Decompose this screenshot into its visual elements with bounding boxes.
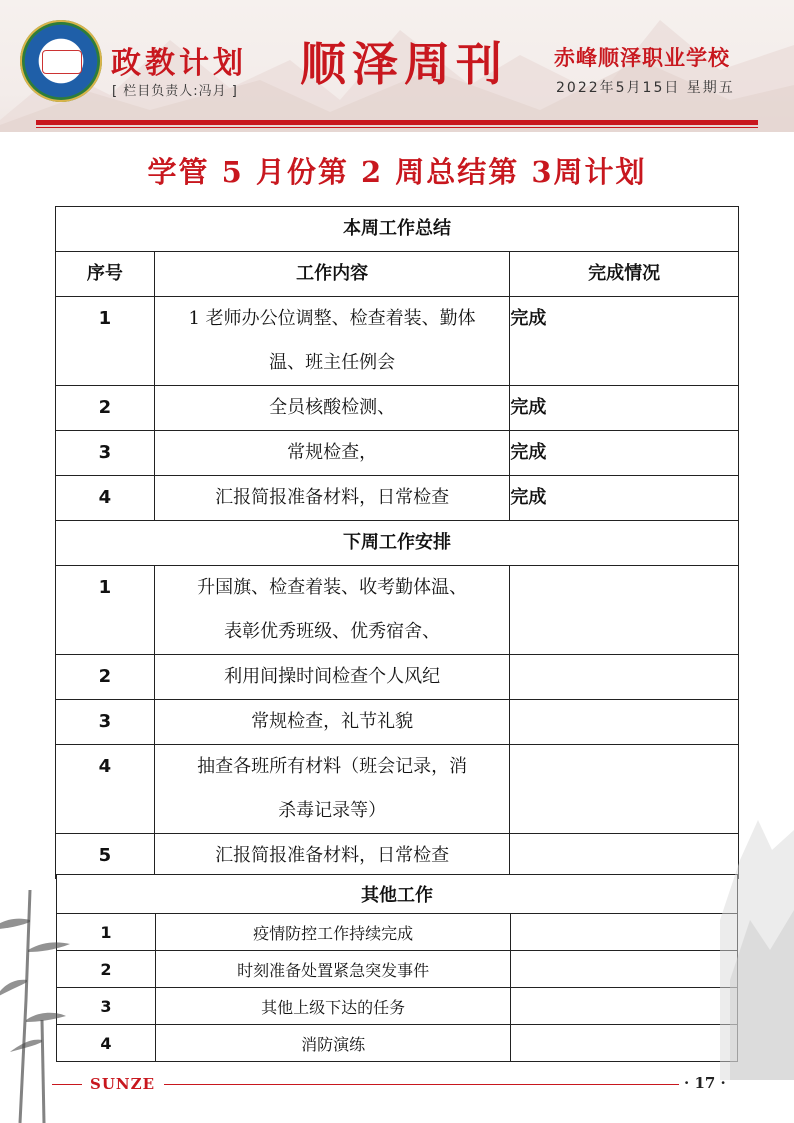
row-content: 常规检查，礼节礼貌 — [154, 700, 509, 745]
issue-date: 2022年5月15日 星期五 — [556, 80, 735, 96]
plan-section-title: 下周工作安排 — [56, 521, 739, 566]
row-no: 3 — [56, 431, 155, 476]
row-no: 4 — [57, 1025, 156, 1062]
page-header — [0, 0, 794, 132]
row-content — [154, 566, 509, 655]
row-status — [510, 700, 739, 745]
row-status — [510, 566, 739, 655]
row-status — [511, 988, 738, 1025]
row-content — [154, 297, 509, 386]
row-status — [510, 655, 739, 700]
other-work-table — [56, 874, 738, 1062]
row-content: 常规检查， — [154, 431, 509, 476]
page-number: · 17 · — [684, 1074, 726, 1092]
table-row — [56, 566, 739, 655]
school-logo — [20, 20, 102, 102]
row-no: 1 — [56, 566, 155, 655]
row-content-line: 1 老师办公位调整、检查着装、勤体 — [188, 308, 476, 329]
row-content — [154, 745, 509, 834]
table-header-row — [56, 252, 739, 297]
table-row — [57, 875, 738, 914]
table-row — [56, 521, 739, 566]
row-no: 3 — [56, 700, 155, 745]
table-row — [56, 745, 739, 834]
row-content-line: 杀毒记录等） — [278, 800, 387, 821]
footer-rule-left — [52, 1084, 82, 1085]
table-row — [56, 207, 739, 252]
row-content-line: 温、班主任例会 — [269, 352, 396, 373]
magazine-brand: 顺泽周刊 — [300, 37, 508, 91]
column-editor: [ 栏目负责人:冯月 ] — [112, 84, 238, 99]
table-row — [56, 834, 739, 879]
row-status — [510, 745, 739, 834]
table-row — [57, 1025, 738, 1062]
row-status: 完成 — [510, 297, 739, 386]
table-row — [56, 700, 739, 745]
table-row — [57, 988, 738, 1025]
summary-section-title: 本周工作总结 — [56, 207, 739, 252]
bamboo-decoration — [0, 880, 70, 1123]
row-no: 2 — [56, 386, 155, 431]
row-content: 消防演练 — [155, 1025, 510, 1062]
row-content-line: 表彰优秀班级、优秀宿舍、 — [224, 621, 441, 642]
row-content-line: 升国旗、检查着装、收考勤体温、 — [197, 577, 468, 598]
row-content: 汇报简报准备材料，日常检查 — [154, 476, 509, 521]
table-row — [57, 951, 738, 988]
mountain-decoration — [720, 800, 794, 1080]
document-title: 学管 5 月份第 2 周总结第 3周计划 — [147, 155, 647, 189]
row-content: 疫情防控工作持续完成 — [155, 914, 510, 951]
column-title: 政教计划 — [111, 46, 247, 81]
row-content: 汇报简报准备材料，日常检查 — [154, 834, 509, 879]
table-row — [56, 655, 739, 700]
row-content-line: 抽查各班所有材料（班会记录，消 — [197, 756, 468, 777]
row-no: 1 — [56, 297, 155, 386]
footer-rule — [164, 1084, 679, 1085]
row-status — [511, 1025, 738, 1062]
header-rule-thin — [36, 127, 758, 128]
header-content: 工作内容 — [154, 252, 509, 297]
row-status — [511, 951, 738, 988]
other-section-title: 其他工作 — [57, 875, 738, 914]
row-no: 4 — [56, 476, 155, 521]
school-logo-plate — [42, 50, 82, 74]
table-row — [56, 297, 739, 386]
table-row — [56, 476, 739, 521]
table-row — [57, 914, 738, 951]
row-no: 3 — [57, 988, 156, 1025]
row-content: 全员核酸检测、 — [154, 386, 509, 431]
summary-plan-table — [55, 206, 739, 879]
row-content: 其他上级下达的任务 — [155, 988, 510, 1025]
row-status — [511, 914, 738, 951]
row-no: 5 — [56, 834, 155, 879]
row-content: 时刻准备处置紧急突发事件 — [155, 951, 510, 988]
table-row — [56, 431, 739, 476]
row-status — [510, 834, 739, 879]
row-no: 2 — [57, 951, 156, 988]
school-name: 赤峰顺泽职业学校 — [554, 46, 730, 70]
row-no: 4 — [56, 745, 155, 834]
header-status: 完成情况 — [510, 252, 739, 297]
header-no: 序号 — [56, 252, 155, 297]
row-content: 利用间操时间检查个人风纪 — [154, 655, 509, 700]
row-status: 完成 — [510, 476, 739, 521]
row-no: 2 — [56, 655, 155, 700]
table-row — [56, 386, 739, 431]
row-status: 完成 — [510, 431, 739, 476]
footer-brand: SUNZE — [90, 1075, 156, 1093]
header-rule-thick — [36, 120, 758, 125]
row-no: 1 — [57, 914, 156, 951]
row-status: 完成 — [510, 386, 739, 431]
